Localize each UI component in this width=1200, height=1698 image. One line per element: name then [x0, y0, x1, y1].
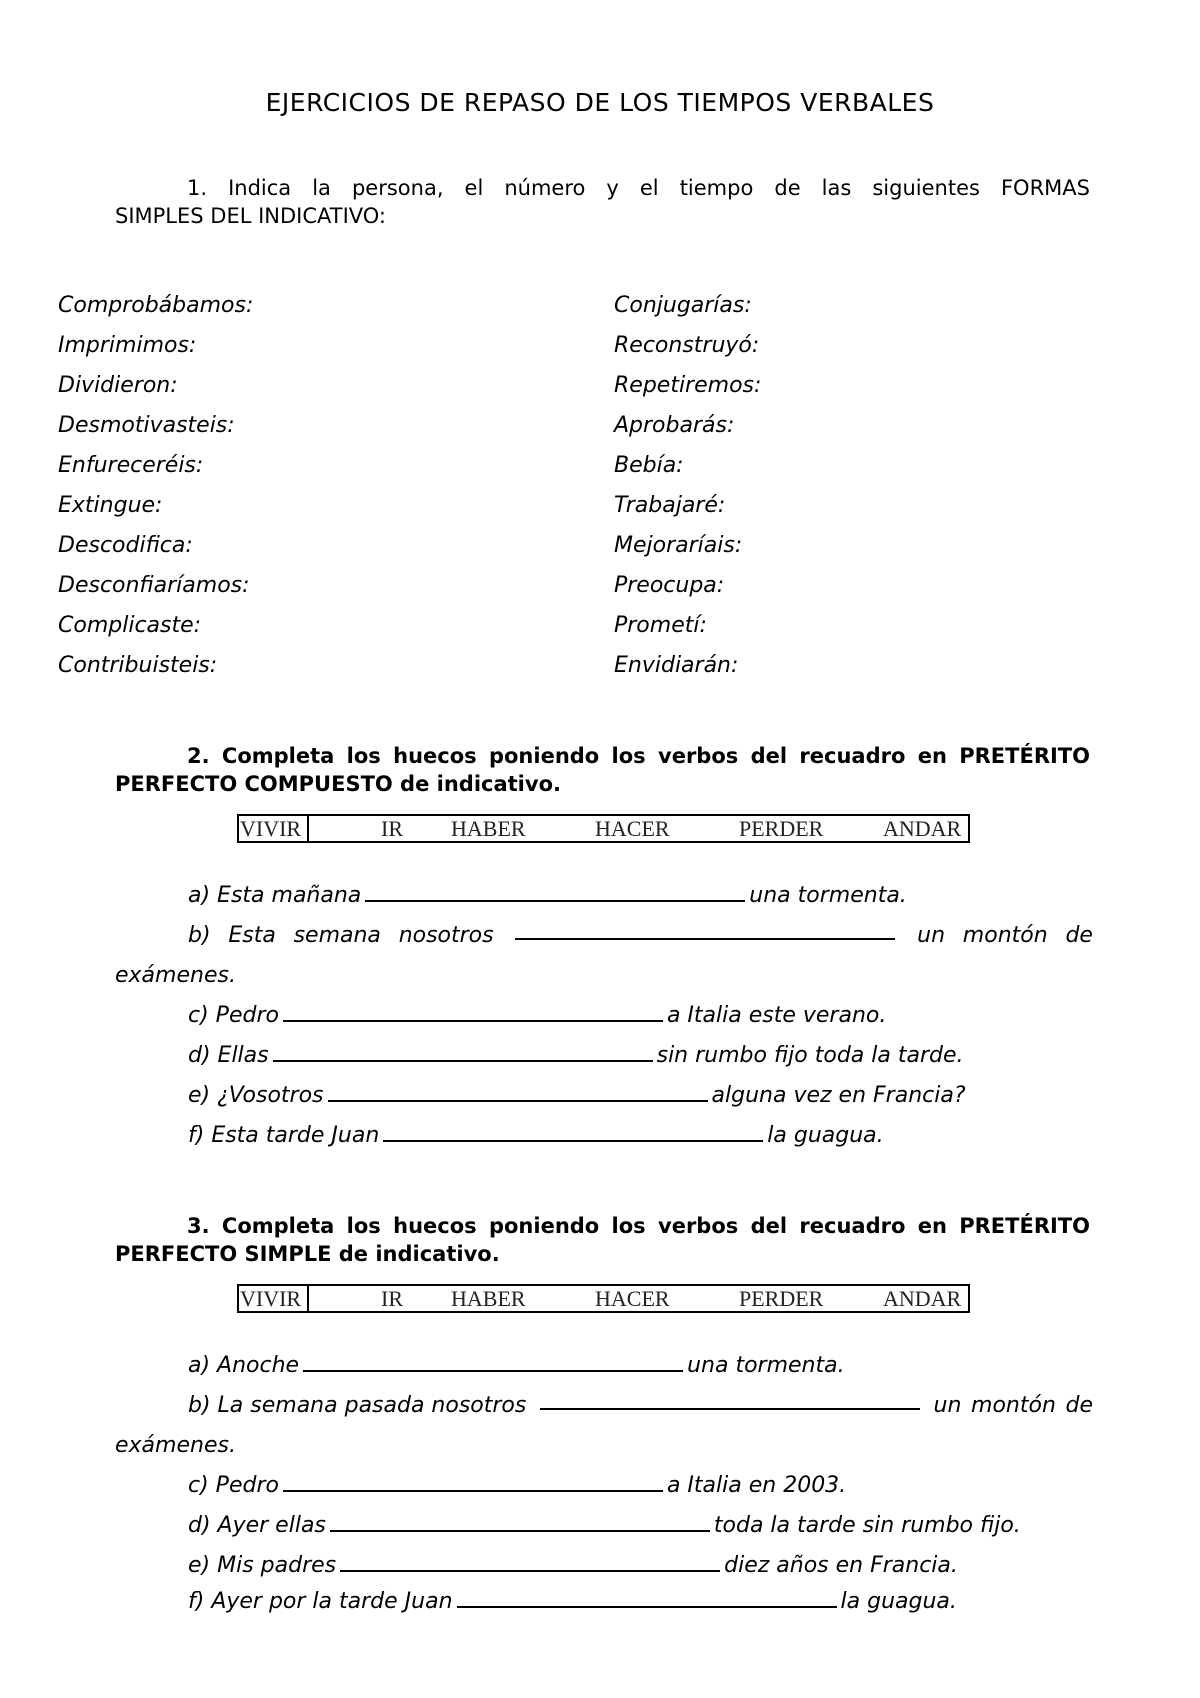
- verb-box-item: ANDAR: [883, 1286, 962, 1311]
- verb-box: [237, 1284, 970, 1313]
- sentence-2c: [188, 996, 886, 1036]
- verb-form: Complicaste:: [58, 613, 202, 638]
- verb-form: Contribuisteis:: [58, 653, 218, 678]
- answer-blank[interactable]: [383, 1118, 763, 1142]
- verb-form: Trabajaré:: [614, 493, 726, 518]
- exercise-2-line-1: 2. Completa los huecos poniendo los verbos del recuadro en PRETÉRITO: [187, 744, 1090, 768]
- sentence-2d: [188, 1036, 964, 1076]
- exercise-1-instructions: [115, 174, 1090, 230]
- answer-blank[interactable]: [273, 1038, 653, 1062]
- sentence-3c: [188, 1466, 846, 1506]
- sentence-2f: [188, 1116, 884, 1156]
- verb-form: Extingue:: [58, 493, 163, 518]
- verb-form: Desmotivasteis:: [58, 413, 235, 438]
- verb-form: Reconstruyó:: [614, 333, 760, 358]
- sentence-text: a Italia en 2003.: [666, 1473, 847, 1498]
- verb-form: Descodifica:: [58, 533, 193, 558]
- sentence-3f: [188, 1582, 957, 1622]
- sentence-2b-continuation: exámenes.: [115, 963, 236, 988]
- sentence-text: f) Esta tarde Juan: [188, 1123, 380, 1148]
- sentence-word: nosotros: [398, 923, 494, 948]
- exercise-1-line-2: SIMPLES DEL INDICATIVO:: [115, 204, 387, 228]
- sentence-3e: [188, 1546, 958, 1586]
- verb-form: Aprobarás:: [614, 413, 735, 438]
- answer-blank[interactable]: [283, 998, 663, 1022]
- verb-form: Repetiremos:: [614, 373, 762, 398]
- sentence-word: b): [188, 923, 211, 948]
- verb-box-item: HABER: [451, 1286, 526, 1311]
- answer-blank[interactable]: [303, 1348, 683, 1372]
- sentence-text: c) Pedro: [188, 1003, 279, 1028]
- verb-box-item: VIVIR: [240, 816, 302, 841]
- sentence-text: la guagua.: [840, 1589, 957, 1614]
- sentence-text: d) Ellas: [188, 1043, 269, 1068]
- exercise-2-instructions: [115, 742, 1090, 798]
- verb-box-divider: [307, 816, 309, 841]
- verb-box-item: IR: [381, 816, 403, 841]
- verb-form: Desconfiaríamos:: [58, 573, 250, 598]
- sentence-3b: [188, 1386, 1093, 1426]
- answer-blank[interactable]: [340, 1548, 720, 1572]
- sentence-text: b) La semana pasada nosotros: [188, 1393, 527, 1418]
- sentence-2a: [188, 876, 907, 916]
- sentence-text: d) Ayer ellas: [188, 1513, 326, 1538]
- sentence-word: de: [1065, 1393, 1093, 1418]
- answer-blank[interactable]: [515, 916, 895, 940]
- verb-form: Mejoraríais:: [614, 533, 743, 558]
- sentence-text: e) ¿Vosotros: [188, 1083, 324, 1108]
- verb-box-item: PERDER: [739, 816, 824, 841]
- answer-blank[interactable]: [457, 1584, 837, 1608]
- verb-box-item: HACER: [595, 1286, 670, 1311]
- sentence-text: toda la tarde sin rumbo fijo.: [713, 1513, 1021, 1538]
- answer-blank[interactable]: [540, 1386, 920, 1410]
- verb-box-divider: [307, 1286, 309, 1311]
- verb-box-item: VIVIR: [240, 1286, 302, 1311]
- sentence-3b-continuation: exámenes.: [115, 1433, 236, 1458]
- verb-box-item: HACER: [595, 816, 670, 841]
- sentence-word: un: [917, 923, 946, 948]
- verb-form: Bebía:: [614, 453, 684, 478]
- verb-box-item: PERDER: [739, 1286, 824, 1311]
- exercise-3-line-1: 3. Completa los huecos poniendo los verbos del recuadro en PRETÉRITO: [187, 1214, 1090, 1238]
- sentence-text: a Italia este verano.: [666, 1003, 887, 1028]
- sentence-word: semana: [293, 923, 381, 948]
- verb-form: Dividieron:: [58, 373, 178, 398]
- sentence-text: diez años en Francia.: [724, 1553, 958, 1578]
- sentence-text: alguna vez en Francia?: [711, 1083, 966, 1108]
- sentence-text: e) Mis padres: [188, 1553, 337, 1578]
- sentence-text: c) Pedro: [188, 1473, 279, 1498]
- sentence-text: la guagua.: [767, 1123, 884, 1148]
- verb-list-right: [614, 286, 761, 686]
- answer-blank[interactable]: [283, 1468, 663, 1492]
- sentence-text: sin rumbo fijo toda la tarde.: [656, 1043, 964, 1068]
- verb-box-item: IR: [381, 1286, 403, 1311]
- verb-form: Prometí:: [614, 613, 707, 638]
- sentence-text: a) Anoche: [188, 1353, 300, 1378]
- exercise-3-instructions: [115, 1212, 1090, 1268]
- sentence-word: un: [933, 1393, 962, 1418]
- sentence-text: f) Ayer por la tarde Juan: [188, 1589, 453, 1614]
- verb-form: Enfureceréis:: [58, 453, 204, 478]
- sentence-3a: [188, 1346, 845, 1386]
- verb-form: Imprimimos:: [58, 333, 197, 358]
- exercise-2-line-2: PERFECTO COMPUESTO de indicativo.: [115, 772, 561, 796]
- sentence-word: montón: [962, 923, 1048, 948]
- answer-blank[interactable]: [365, 878, 745, 902]
- verb-list-left: [58, 286, 253, 686]
- exercise-3-line-2: PERFECTO SIMPLE de indicativo.: [115, 1242, 500, 1266]
- sentence-word: de: [1065, 923, 1093, 948]
- sentence-2b: [188, 916, 1093, 956]
- verb-form: Comprobábamos:: [58, 293, 254, 318]
- page-title: EJERCICIOS DE REPASO DE LOS TIEMPOS VERBALES: [265, 88, 935, 117]
- sentence-word: montón: [971, 1393, 1056, 1418]
- sentence-text: una tormenta.: [749, 883, 907, 908]
- verb-form: Envidiarán:: [614, 653, 739, 678]
- verb-form: Preocupa:: [614, 573, 725, 598]
- sentence-word: Esta: [228, 923, 276, 948]
- answer-blank[interactable]: [328, 1078, 708, 1102]
- verb-box-item: HABER: [451, 816, 526, 841]
- sentence-text: a) Esta mañana: [188, 883, 362, 908]
- sentence-text: una tormenta.: [687, 1353, 845, 1378]
- sentence-2e: [188, 1076, 966, 1116]
- exercise-1-line-1: 1. Indica la persona, el número y el tiempo de las siguientes FORMAS: [187, 176, 1090, 200]
- verb-box: [237, 814, 970, 843]
- sentence-3d: [188, 1506, 1021, 1546]
- answer-blank[interactable]: [330, 1508, 710, 1532]
- verb-box-item: ANDAR: [883, 816, 962, 841]
- verb-form: Conjugarías:: [614, 293, 752, 318]
